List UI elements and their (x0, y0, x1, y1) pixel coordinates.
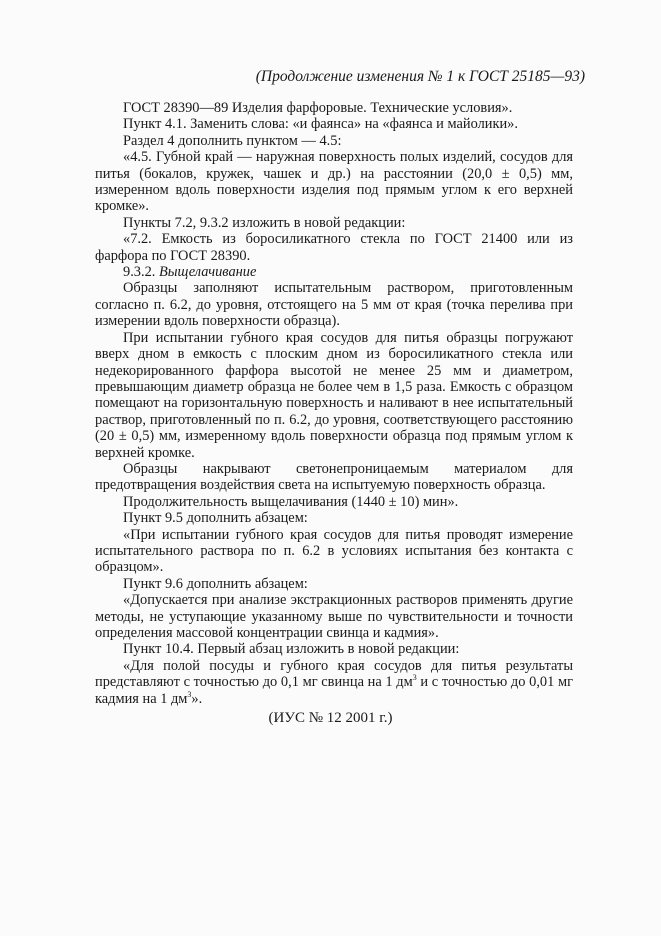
paragraph-item-9-3-2 (95, 264, 573, 280)
paragraph-items-7-2-9-3-2: Пункты 7.2, 9.3.2 изложить в новой редакции: (123, 214, 406, 231)
paragraph-duration: Продолжительность выщелачивания (1440 ± 10) мин». (123, 493, 459, 510)
paragraph-section-4: Раздел 4 дополнить пунктом — 4.5: (123, 132, 342, 149)
superscript: 3 (412, 673, 417, 683)
page-header: (Продолжение изменения № 1 к ГОСТ 25185—93) (255, 68, 585, 85)
paragraph-samples-fill: Образцы заполняют испытательным раствором, приготовленным согласно п. 6.2, до уровня, отстоящего на 5 мм от края (точка перелива при измерении вдоль поверхности образца). (95, 280, 573, 330)
paragraph-item-9-5: Пункт 9.5 дополнить абзацем: (123, 510, 308, 527)
text-part: ». (191, 690, 203, 707)
item-number: 9.3.2. (123, 264, 156, 281)
paragraph-item-9-6-text: «Допускается при анализе экстракционных растворов применять другие методы, не уступающие указанному выше по чувствительности и точности определения массовой концентрации свинца и кадмия». (95, 592, 573, 641)
paragraph-item-9-5-text: «При испытании губного края сосудов для питья проводят измерение испытательного раствора по п. 6.2 в условиях испытания без контакта с образцом». (95, 526, 573, 576)
paragraph-gost-28390: ГОСТ 28390—89 Изделия фарфоровые. Технические условия». (123, 100, 513, 116)
paragraph-lip-test: При испытании губного края сосудов для питья образцы погружают вверх дном в емкость с плоским дном из боросиликатного стекла или недекорированного фарфора высотой не менее 25 мм и диаметром, превышающим диаметр образца не более чем в 1,5 раза. Емкость с образцом помещают на горизонтальную поверхность и наливают в нее испытательный раствор, приготовленный по п. 6.2, до уровня, соответствующего расстоянию (20 ± 0,5) мм, измеренному вдоль поверхности образца под прямым углом к верхней кромке. (95, 329, 573, 461)
document-body (95, 100, 573, 707)
text-part: «Для полой посуды и губного края сосудов для питья результаты представляют с точностью до 0,1 мг свинца на 1 дм (95, 657, 573, 691)
page-footer: (ИУС № 12 2001 г.) (268, 710, 393, 726)
superscript: 3 (187, 689, 192, 699)
paragraph-item-10-4: Пункт 10.4. Первый абзац изложить в новой редакции: (123, 641, 460, 658)
paragraph-item-9-6: Пункт 9.6 дополнить абзацем: (123, 575, 308, 592)
paragraph-item-4-1: Пункт 4.1. Заменить слова: «и фаянса» на «фаянса и майолики». (123, 116, 518, 133)
paragraph-item-7-2: «7.2. Емкость из боросиликатного стекла по ГОСТ 21400 или из фарфора по ГОСТ 28390. (95, 231, 573, 264)
paragraph-item-4-5: «4.5. Губной край — наружная поверхность полых изделий, сосудов для питья (бокалов, кружек, чашек и др.) на расстоянии (20,0 ± 0,5) мм, измеренном вдоль поверхности изделия под прямым углом к его верхней кромке». (95, 149, 573, 215)
paragraph-samples-cover: Образцы накрывают светонепроницаемым материалом для предотвращения воздействия света на испытуемую поверхность образца. (95, 460, 573, 494)
item-title-leaching: Выщелачивание (159, 264, 257, 281)
paragraph-item-10-4-text (95, 658, 573, 707)
text-part: и с точностью до 0,01 мг кадмия на 1 дм (95, 674, 573, 707)
